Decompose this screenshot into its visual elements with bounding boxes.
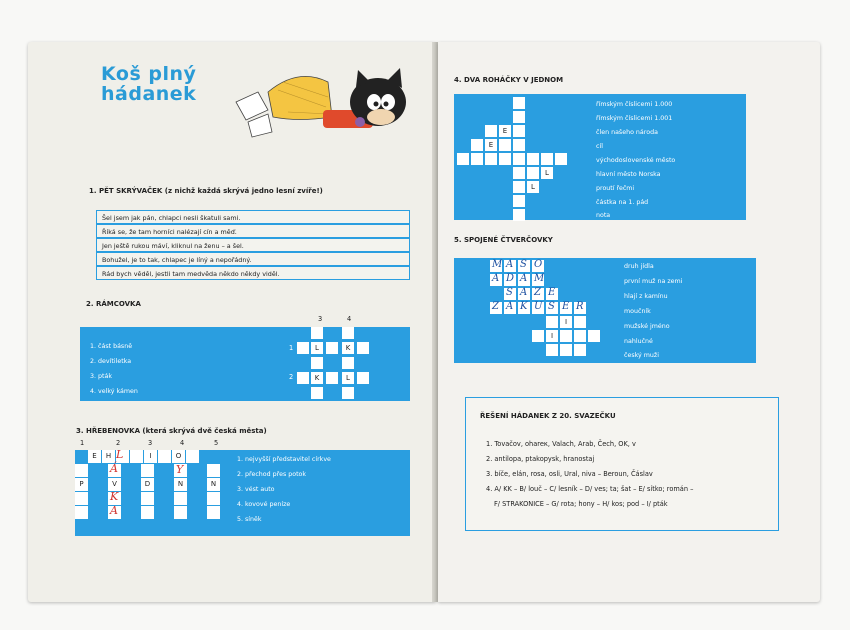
comb-cell: [75, 492, 88, 505]
cat-illustration: [228, 62, 428, 142]
ramcovka-clue: 2. devítiletka: [90, 358, 132, 365]
comb-cell: [130, 450, 143, 463]
title-line-2: hádanek: [101, 83, 197, 105]
answer-line: 2. antilopa, ptakopysk, hranostaj: [486, 455, 595, 463]
handwritten-letter: A: [520, 273, 528, 284]
section-1-heading: 1. PĚT SKRÝVAČEK (z nichž každá skrývá jedno lesní zvíře!): [89, 187, 323, 195]
ctvercovky-clue: moučník: [624, 308, 651, 315]
comb-cell: [141, 492, 154, 505]
handwritten-letter: Y: [176, 463, 184, 476]
comb-cell: [75, 464, 88, 477]
rohacky-clue: východoslovenské město: [596, 157, 676, 164]
grid-cell: [513, 195, 525, 207]
rohacky-clue: proutí řečmi: [596, 185, 635, 192]
answer-line: 1. Tovačov, ohareк, Valach, Arab, Čech, OK, v: [486, 440, 636, 448]
comb-cell: O: [172, 450, 185, 463]
grid-cell: [342, 387, 354, 399]
handwritten-letter: R: [576, 301, 584, 312]
rohacky-clue: hlavní město Norska: [596, 171, 661, 178]
grid-cell: [574, 316, 586, 328]
grid-cell: I: [560, 316, 572, 328]
grid-cell: [513, 111, 525, 123]
answer-line: 3. bíče, elán, rosa, osli, Ural, niva – Beroun, Čáslav: [486, 470, 653, 478]
grid-cell: L: [311, 342, 323, 354]
right-page: [438, 42, 820, 602]
comb-cell: V: [108, 478, 121, 491]
answers-heading: ŘEŠENÍ HÁDANEK Z 20. SVAZEČKU: [480, 412, 616, 420]
grid-cell: [513, 125, 525, 137]
grid-cell: K: [342, 342, 354, 354]
hidden-word-row: Říká se, že tam horníci nalézají cín a měď.: [96, 224, 410, 238]
comb-cell: D: [141, 478, 154, 491]
page-title: [101, 64, 196, 104]
hidden-word-row: Šel jsem jak pán, chlapci nesli škatuli sami.: [96, 210, 410, 224]
ramcovka-clue: 1. část básně: [90, 343, 133, 350]
handwritten-letter: Z: [534, 287, 541, 298]
hrebenovka-clue: 4. kovové peníze: [237, 501, 291, 508]
grid-cell: [326, 342, 338, 354]
rohacky-clue: římským číslicemi 1.000: [596, 101, 673, 108]
grid-cell: [532, 330, 544, 342]
grid-cell: L: [527, 181, 539, 193]
grid-cell: [357, 342, 369, 354]
column-number: 3: [148, 439, 153, 447]
hrebenovka-clue: 5. síněk: [237, 516, 262, 523]
grid-cell: [499, 139, 511, 151]
section-2-heading: 2. RÁMCOVKA: [86, 300, 141, 308]
grid-cell: I: [546, 330, 558, 342]
title-line-1: Koš plný: [101, 63, 197, 85]
rohacky-clue: částka na 1. pád: [596, 199, 649, 206]
row-number: 1: [289, 344, 294, 352]
grid-cell: [357, 372, 369, 384]
grid-cell: E: [499, 125, 511, 137]
ctvercovky-clue: hlají z kamínu: [624, 293, 668, 300]
comb-cell: [158, 450, 171, 463]
hrebenovka-clue: 1. nejvyšší představitel církve: [237, 456, 331, 463]
comb-cell: N: [207, 478, 220, 491]
grid-cell: K: [311, 372, 323, 384]
grid-cell: [342, 357, 354, 369]
handwritten-letter: A: [520, 287, 528, 298]
handwritten-letter: U: [534, 301, 543, 312]
grid-cell: [560, 330, 572, 342]
ctvercovky-clue: nahlučné: [624, 338, 653, 345]
grid-cell: L: [342, 372, 354, 384]
rohacky-clue: římským číslicemi 1.001: [596, 115, 673, 122]
grid-cell: [574, 330, 586, 342]
grid-cell: [311, 387, 323, 399]
grid-cell: [311, 357, 323, 369]
handwritten-letter: A: [492, 273, 500, 284]
grid-cell: [527, 167, 539, 179]
handwritten-letter: O: [534, 259, 543, 270]
grid-cell: [471, 139, 483, 151]
column-number: 3: [318, 315, 323, 323]
answer-line: 4. A/ KK – B/ louč – C/ lesník – D/ ves; ta; šat – E/ sítko; román –: [486, 485, 694, 493]
comb-cell: I: [144, 450, 157, 463]
hrebenovka-clue: 2. přechod přes potok: [237, 471, 307, 478]
handwritten-letter: A: [110, 504, 118, 517]
grid-cell: [555, 153, 567, 165]
ramcovka-clue: 4. velký kámen: [90, 388, 138, 395]
comb-cell: [174, 506, 187, 519]
grid-cell: [527, 153, 539, 165]
comb-cell: H: [102, 450, 115, 463]
handwritten-letter: A: [506, 259, 514, 270]
grid-cell: E: [485, 139, 497, 151]
section-3-heading: 3. HŘEBENOVKA (která skrývá dvě česká města): [76, 427, 267, 435]
comb-cell: [141, 506, 154, 519]
grid-cell: [541, 153, 553, 165]
grid-cell: [457, 153, 469, 165]
rohacky-clue: nota: [596, 212, 611, 219]
handwritten-letter: Á: [110, 462, 118, 475]
handwritten-letter: K: [520, 301, 528, 312]
hidden-word-row: Bohužel, je to tak, chlapec je líný a nepořádný.: [96, 252, 410, 266]
handwritten-letter: S: [548, 301, 555, 312]
grid-cell: [513, 153, 525, 165]
grid-cell: [485, 125, 497, 137]
grid-cell: [311, 327, 323, 339]
comb-cell: [141, 464, 154, 477]
handwritten-letter: Z: [492, 301, 499, 312]
handwritten-letter: D: [506, 273, 515, 284]
column-number: 4: [347, 315, 352, 323]
comb-cell: [207, 506, 220, 519]
hidden-word-row: Jen ještě rukou máví, kliknul na ženu – a šel.: [96, 238, 410, 252]
grid-cell: [513, 97, 525, 109]
hidden-word-row: Rád bych věděl, jestli tam medvěda někdo někdy viděl.: [96, 266, 410, 280]
grid-cell: [485, 153, 497, 165]
comb-cell: [75, 506, 88, 519]
column-number: 5: [214, 439, 219, 447]
left-page: [28, 42, 436, 602]
ctvercovky-clue: první muž na zemi: [624, 278, 683, 285]
grid-cell: [499, 153, 511, 165]
ramcovka-clue: 3. pták: [90, 373, 112, 380]
rohacky-clue: člen našeho národa: [596, 129, 658, 136]
ctvercovky-clue: mužské jméno: [624, 323, 670, 330]
handwritten-letter: S: [506, 287, 513, 298]
grid-cell: [342, 327, 354, 339]
handwritten-letter: M: [534, 273, 545, 284]
handwritten-letter: S: [520, 259, 527, 270]
column-number: 2: [116, 439, 121, 447]
grid-cell: [574, 344, 586, 356]
comb-cell: [207, 464, 220, 477]
handwritten-letter: E: [562, 301, 570, 312]
rohacky-clue: cíl: [596, 143, 603, 150]
grid-cell: [326, 372, 338, 384]
answers-box: [465, 397, 779, 531]
handwritten-letter: L: [116, 448, 124, 461]
comb-cell: E: [88, 450, 101, 463]
grid-cell: [560, 344, 572, 356]
comb-cell: P: [75, 478, 88, 491]
section-5-heading: 5. SPOJENÉ ČTVERČOVKY: [454, 236, 553, 244]
grid-cell: [513, 181, 525, 193]
grid-cell: [513, 167, 525, 179]
handwritten-letter: M: [492, 259, 503, 270]
open-booklet: [28, 42, 820, 602]
grid-cell: [588, 330, 600, 342]
grid-cell: [546, 344, 558, 356]
comb-cell: N: [174, 478, 187, 491]
column-number: 1: [80, 439, 85, 447]
section-4-heading: 4. DVA ROHÁČKY V JEDNOM: [454, 76, 564, 84]
handwritten-letter: A: [506, 301, 514, 312]
grid-cell: [471, 153, 483, 165]
grid-cell: [546, 316, 558, 328]
comb-cell: [174, 492, 187, 505]
answer-line: F/ STRAKONICE – G/ rota; hony – H/ kos; pod – I/ pták: [494, 500, 668, 508]
comb-cell: [207, 492, 220, 505]
grid-cell: [513, 139, 525, 151]
handwritten-letter: K: [110, 490, 119, 503]
grid-cell: L: [541, 167, 553, 179]
hrebenovka-clue: 3. vést auto: [237, 486, 275, 493]
row-number: 2: [289, 373, 294, 381]
grid-cell: [513, 209, 525, 221]
handwritten-letter: E: [548, 287, 556, 298]
grid-cell: [297, 372, 309, 384]
ctvercovky-clue: český muži: [624, 352, 659, 359]
grid-cell: [297, 342, 309, 354]
column-number: 4: [180, 439, 185, 447]
comb-cell: [186, 450, 199, 463]
ctvercovky-clue: druh jídla: [624, 263, 654, 270]
